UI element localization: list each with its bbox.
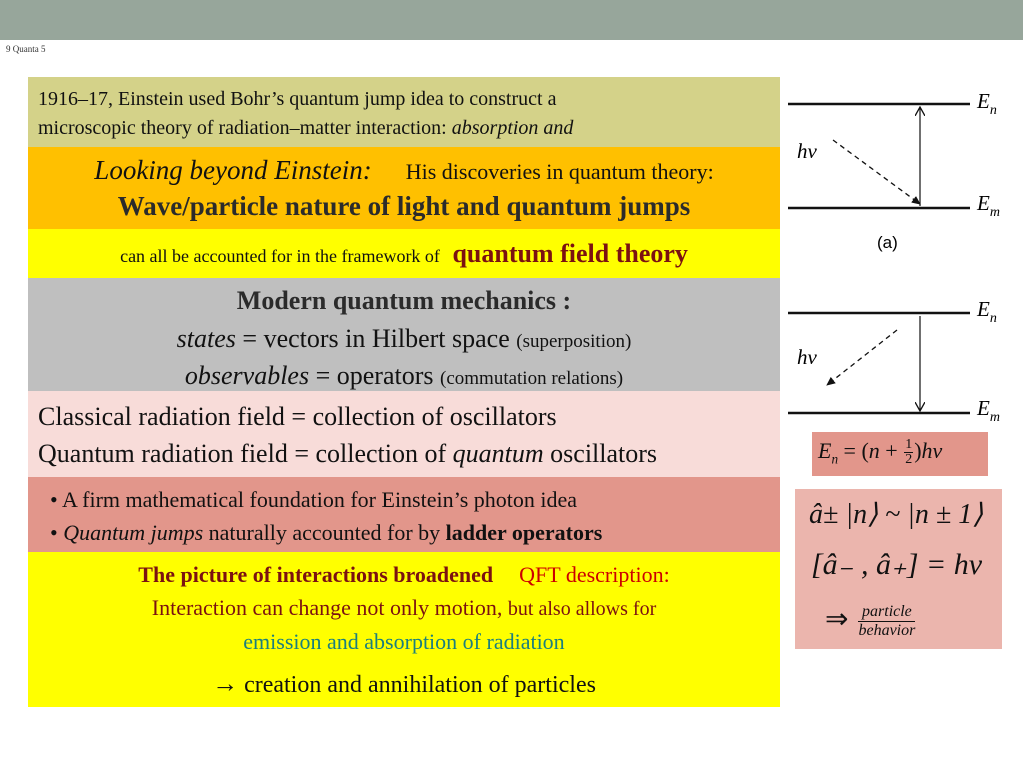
ladder-operator-formulas xyxy=(795,489,1002,649)
bullet-2-italic: Quantum jumps xyxy=(63,520,204,545)
creation-annihilation-text: creation and annihilation of particles xyxy=(238,672,596,698)
bullet-photon-idea: • A firm mathematical foundation for Einstein’s photon idea xyxy=(50,487,578,512)
discoveries-subheading: His discoveries in quantum theory: xyxy=(405,159,714,184)
radiation-field-box xyxy=(28,391,780,477)
particle-label: particle xyxy=(858,603,915,622)
qft-framework-box xyxy=(28,229,780,278)
energy-formula xyxy=(812,432,988,476)
history-line-2 xyxy=(38,114,770,143)
qft-framework-text: can all be accounted for in the framework of xyxy=(120,246,445,266)
observables-note: (commutation relations) xyxy=(440,368,624,389)
bullet-2-bold: ladder operators xyxy=(445,520,603,545)
states-term: states xyxy=(176,324,236,353)
interactions-heading: The picture of interactions broadened xyxy=(138,562,494,587)
modern-qm-box xyxy=(28,278,780,391)
formula-half-num: 1 xyxy=(905,437,913,453)
qft-framework-emphasis: quantum field theory xyxy=(452,239,688,268)
outgoing-photon-arrow xyxy=(827,330,897,385)
beyond-einstein-heading-row xyxy=(28,155,780,186)
einstein-history-box xyxy=(28,77,780,147)
modern-qm-title: Modern quantum mechanics : xyxy=(236,286,572,315)
incoming-photon-arrow xyxy=(833,140,920,204)
right-arrow-icon: → xyxy=(212,669,239,698)
history-line-2-italic: absorption and xyxy=(451,117,574,139)
bullet-2-mid: naturally accounted for by xyxy=(203,520,446,545)
slide-number: 9 Quanta 5 xyxy=(6,44,46,54)
classical-field-line: Classical radiation field = collection of oscillators xyxy=(38,402,557,431)
formula-close-paren: ) xyxy=(914,438,922,463)
observables-def: = operators xyxy=(309,361,440,390)
wave-particle-line: Wave/particle nature of light and quantum jumps xyxy=(117,191,691,221)
interaction-allows-text: but also allows for xyxy=(507,598,657,620)
interactions-heading-row xyxy=(28,562,780,588)
label-hv-a: hν xyxy=(797,139,817,163)
states-row xyxy=(28,324,780,354)
states-def: = vectors in Hilbert space xyxy=(235,324,517,353)
bullet-2-prefix: • xyxy=(50,520,64,545)
formula-nu: ν xyxy=(932,438,943,463)
label-hv-b: hν xyxy=(797,345,817,369)
states-note: (superposition) xyxy=(516,331,632,352)
interactions-box xyxy=(28,552,780,707)
history-line-2-text: microscopic theory of radiation–matter interaction: xyxy=(38,117,452,139)
observables-term: observables xyxy=(184,361,310,390)
quantum-field-text-b: oscillators xyxy=(543,439,658,468)
interaction-change-line xyxy=(28,595,780,621)
quantum-field-line xyxy=(38,435,770,472)
formula-eq-paren: = ( xyxy=(838,438,869,463)
behavior-label: behavior xyxy=(858,622,916,640)
formula-n: n xyxy=(868,438,880,463)
particle-behavior-fraction xyxy=(858,603,915,640)
qft-description-label: QFT description: xyxy=(519,562,670,587)
diagram-caption-a: (a) xyxy=(877,233,898,252)
formula-half-den: 2 xyxy=(905,452,913,468)
formula-plus: + xyxy=(879,438,904,463)
label-En-a: $E_n$ xyxy=(977,89,997,118)
foundation-box xyxy=(28,477,780,552)
label-Em-b: $E_m$ xyxy=(977,396,1000,425)
quantum-field-text-a: Quantum radiation field = collection of xyxy=(38,439,453,468)
energy-level-diagram xyxy=(785,80,1023,425)
beyond-einstein-heading: Looking beyond Einstein: xyxy=(94,155,372,185)
label-Em-a: $E_m$ xyxy=(977,191,1000,220)
beyond-einstein-box xyxy=(28,147,780,229)
label-En-b: $E_n$ xyxy=(977,297,997,326)
implies-row xyxy=(825,602,915,640)
commutator-formula: [â₋ , â₊] = hν xyxy=(811,548,983,581)
bullet-ladder-operators xyxy=(50,516,770,549)
implies-arrow-icon: ⇒ xyxy=(825,604,849,635)
title-bar xyxy=(0,0,1023,40)
formula-half-fraction xyxy=(904,438,913,467)
observables-row xyxy=(28,361,780,391)
quantum-field-italic: quantum xyxy=(452,439,544,468)
formula-n-sub: n xyxy=(831,451,839,467)
emission-absorption-line: emission and absorption of radiation xyxy=(243,629,565,654)
formula-E: E xyxy=(818,438,832,463)
history-line-1: 1916–17, Einstein used Bohr’s quantum jump idea to construct a xyxy=(38,88,557,110)
ladder-action-formula: â± |n⟩ ~ |n ± 1⟩ xyxy=(809,499,984,530)
formula-h: h xyxy=(921,438,933,463)
interaction-change-text: Interaction can change not only motion, xyxy=(151,595,508,620)
creation-annihilation-line xyxy=(28,669,780,699)
